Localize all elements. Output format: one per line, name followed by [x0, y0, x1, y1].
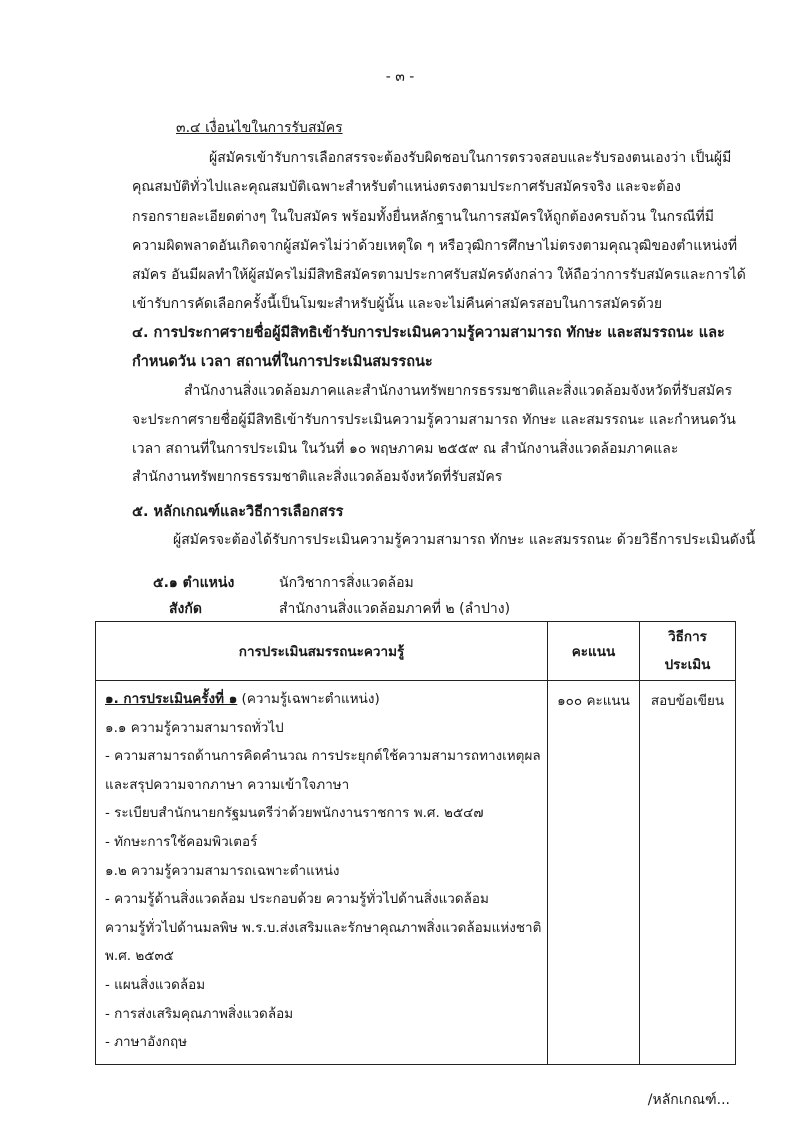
table-item: ความรู้ทั่วไปด้านมลพิษ พ.ร.บ.ส่งเสริมและรักษาคุณภาพสิ่งแวดล้อมแห่งชาติ — [105, 919, 542, 936]
paragraph-line: คุณสมบัติทั่วไปและคุณสมบัติเฉพาะสำหรับตำแหน่งตรงตามประกาศรับสมัครจริง และจะต้อง — [132, 179, 681, 195]
header-assessment: การประเมินสมรรถนะความรู้ — [96, 622, 548, 681]
table-item: ๑.๒ ความรู้ความสามารถเฉพาะตำแหน่ง — [105, 862, 340, 879]
table-item: - ทักษะการใช้คอมพิวเตอร์ — [105, 833, 258, 850]
table-item: และสรุปความจากภาษา ความเข้าใจภาษา — [105, 776, 350, 793]
assessment-table — [95, 621, 736, 1065]
score-cell: ๑๐๐ คะแนน — [548, 681, 640, 1065]
paragraph-line: จะประกาศรายชื่อผู้มีสิทธิเข้ารับการประเมินความรู้ความสามารถ ทักษะ และสมรรถนะ และกำหนดวัน — [132, 412, 736, 428]
paragraph-line: สมัคร อันมีผลทำให้ผู้สมัครไม่มีสิทธิสมัครตามประกาศรับสมัครดังกล่าว ให้ถือว่าการรับสมัครและการได้ — [132, 267, 746, 283]
table-item: - ความสามารถด้านการคิดคำนวณ การประยุกต์ใช้ความสามารถทางเหตุผล — [105, 748, 541, 765]
paragraph-line: เข้ารับการคัดเลือกครั้งนี้เป็นโมฆะสำหรับผู้นั้น และจะไม่คืนค่าสมัครสอบในการสมัครด้วย — [132, 296, 663, 312]
affiliation-label: สังกัด — [169, 601, 202, 617]
round1-title: ๑. การประเมินครั้งที่ ๑ — [105, 691, 238, 707]
section-4-heading-cont: กำหนดวัน เวลา สถานที่ในการประเมินสมรรถนะ — [132, 354, 433, 370]
header-score: คะแนน — [548, 622, 640, 681]
section-5-heading: ๕. หลักเกณฑ์และวิธีการเลือกสรร — [132, 504, 344, 520]
table-header-row — [96, 622, 736, 681]
paragraph-line: ผู้สมัครเข้ารับการเลือกสรรจะต้องรับผิดชอบในการตรวจสอบและรับรองตนเองว่า เป็นผู้มี — [209, 150, 732, 166]
method-cell: สอบข้อเขียน — [640, 681, 736, 1065]
paragraph-line: ผู้สมัครจะต้องได้รับการประเมินความรู้ความสามารถ ทักษะ และสมรรถนะ ด้วยวิธีการประเมินดังนี้ — [173, 532, 756, 548]
table-item: - แผนสิ่งแวดล้อม — [105, 976, 206, 993]
paragraph-line: ความผิดพลาดอันเกิดจากผู้สมัครไม่ว่าด้วยเหตุใด ๆ หรือวุฒิการศึกษาไม่ตรงตามคุณวุฒิของตำแหน่งที่ — [132, 238, 738, 254]
paragraph-line: สำนักงานสิ่งแวดล้อมภาคและสำนักงานทรัพยากรธรรมชาติและสิ่งแวดล้อมจังหวัดที่รับสมัคร — [184, 383, 733, 399]
affiliation-value: สำนักงานสิ่งแวดล้อมภาคที่ ๒ (ลำปาง) — [279, 601, 511, 617]
header-method — [640, 622, 736, 681]
table-item: พ.ศ. ๒๕๓๕ — [105, 948, 174, 965]
position-value: นักวิชาการสิ่งแวดล้อม — [279, 575, 414, 591]
section-4-heading: ๔. การประกาศรายชื่อผู้มีสิทธิเข้ารับการประเมินความรู้ความสามารถ ทักษะ และสมรรถนะ และ — [132, 325, 725, 341]
header-method-line2: ประเมิน — [664, 657, 711, 673]
paragraph-line: กรอกรายละเอียดต่างๆ ในใบสมัคร พร้อมทั้งยื่นหลักฐานในการสมัครให้ถูกต้องครบถ้วน ในกรณีที่มี — [132, 209, 714, 225]
section-3-4-heading: ๓.๔ เงื่อนไขในการรับสมัคร — [176, 120, 343, 136]
table-item: - การส่งเสริมคุณภาพสิ่งแวดล้อม — [105, 1005, 294, 1022]
table-row — [96, 681, 736, 1065]
table-item: ๑.๑ ความรู้ความสามารถทั่วไป — [105, 719, 284, 736]
position-label: ๕.๑ ตำแหน่ง — [153, 575, 235, 591]
round1-title-line — [96, 685, 547, 714]
page-number: - ๓ - — [385, 69, 415, 85]
paragraph-line: สำนักงานทรัพยากรธรรมชาติและสิ่งแวดล้อมจังหวัดที่รับสมัคร — [132, 469, 503, 485]
table-item: - ระเบียบสำนักนายกรัฐมนตรีว่าด้วยพนักงานราชการ พ.ศ. ๒๕๔๗ — [105, 805, 484, 822]
header-method-line1: วิธีการ — [668, 629, 707, 645]
assessment-items-cell — [96, 681, 548, 1065]
paragraph-line: เวลา สถานที่ในการประเมิน ในวันที่ ๑๐ พฤษภาคม ๒๕๕๙ ณ สำนักงานสิ่งแวดล้อมภาคและ — [132, 441, 679, 457]
continuation-note: /หลักเกณฑ์... — [647, 1092, 730, 1108]
table-item: - ภาษาอังกฤษ — [105, 1034, 188, 1051]
table-item: - ความรู้ด้านสิ่งแวดล้อม ประกอบด้วย ความรู้ทั่วไปด้านสิ่งแวดล้อม — [105, 891, 489, 908]
round1-note: (ความรู้เฉพาะตำแหน่ง) — [237, 691, 380, 707]
